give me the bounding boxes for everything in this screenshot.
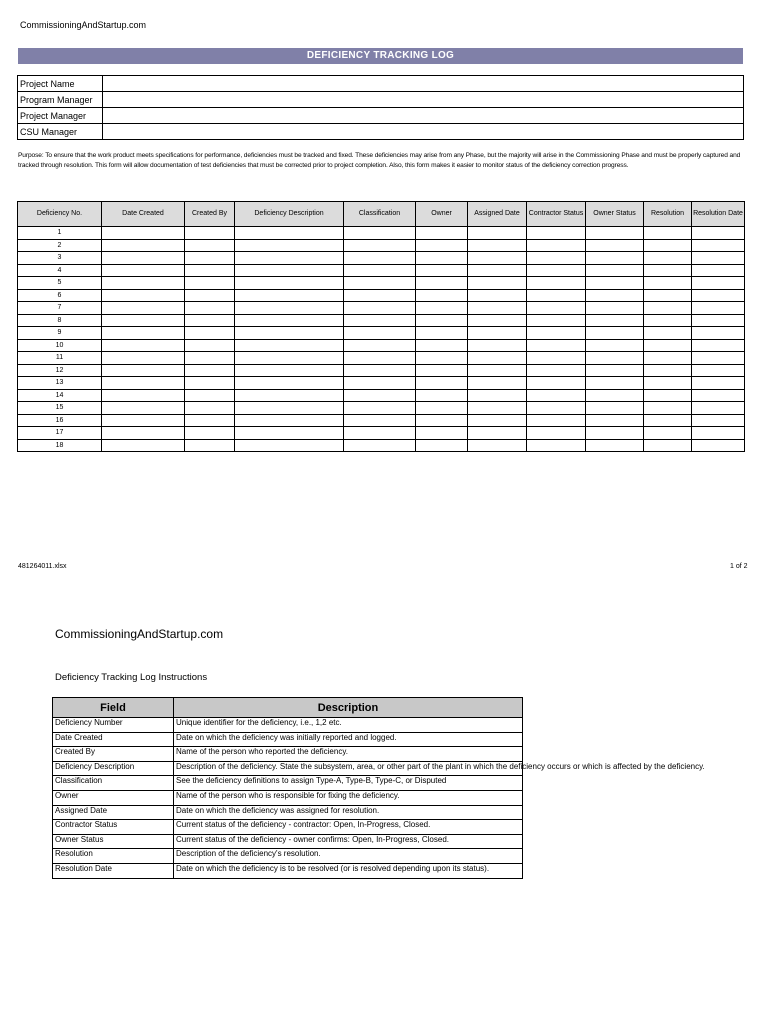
log-cell[interactable] [416,289,468,302]
instruction-field: Classification [53,776,174,791]
instructions-row [53,776,523,791]
log-cell[interactable] [586,264,644,277]
log-cell[interactable] [692,439,745,452]
log-cell[interactable] [586,352,644,365]
log-row [18,277,745,290]
info-value-cell[interactable] [103,92,744,108]
log-cell[interactable] [644,239,692,252]
instructions-header-row [53,698,523,718]
log-cell[interactable] [185,339,235,352]
log-column-header: Owner Status [586,202,644,227]
instruction-description: Name of the person who is responsible for fixing the deficiency. [174,790,523,805]
site-name: CommissioningAndStartup.com [20,20,147,30]
info-label: CSU Manager [18,124,103,140]
log-cell[interactable] [235,339,344,352]
log-cell[interactable] [468,289,527,302]
deficiency-number: 15 [18,402,102,415]
log-cell[interactable] [235,314,344,327]
log-cell[interactable] [468,364,527,377]
log-row [18,339,745,352]
log-cell[interactable] [527,364,586,377]
log-cell[interactable] [644,227,692,240]
deficiency-number: 3 [18,252,102,265]
log-cell[interactable] [644,439,692,452]
deficiency-number: 1 [18,227,102,240]
log-cell[interactable] [185,402,235,415]
instruction-description: Description of the deficiency's resolution. [174,849,523,864]
log-cell[interactable] [644,352,692,365]
log-cell[interactable] [586,227,644,240]
log-cell[interactable] [185,389,235,402]
log-cell[interactable] [527,389,586,402]
log-cell[interactable] [692,364,745,377]
instructions-row [53,820,523,835]
deficiency-number: 8 [18,314,102,327]
instruction-field: Deficiency Number [53,718,174,733]
log-cell[interactable] [527,339,586,352]
log-cell[interactable] [344,439,416,452]
log-cell[interactable] [344,389,416,402]
log-cell[interactable] [102,414,185,427]
instruction-description: Current status of the deficiency - owner confirms: Open, In-Progress, Closed. [174,834,523,849]
log-cell[interactable] [344,427,416,440]
log-cell[interactable] [416,402,468,415]
log-cell[interactable] [468,302,527,315]
instructions-row [53,761,523,776]
deficiency-number: 18 [18,439,102,452]
log-cell[interactable] [468,414,527,427]
log-cell[interactable] [185,264,235,277]
log-cell[interactable] [235,252,344,265]
page-title: DEFICIENCY TRACKING LOG [18,48,743,64]
log-cell[interactable] [102,402,185,415]
log-row [18,327,745,340]
info-row [18,108,744,124]
log-cell[interactable] [692,327,745,340]
log-cell[interactable] [185,414,235,427]
log-row [18,402,745,415]
log-cell[interactable] [468,327,527,340]
log-cell[interactable] [102,352,185,365]
log-cell[interactable] [692,427,745,440]
info-value-cell[interactable] [103,108,744,124]
log-cell[interactable] [235,352,344,365]
log-cell[interactable] [344,414,416,427]
instruction-field: Contractor Status [53,820,174,835]
instructions-row [53,732,523,747]
log-cell[interactable] [416,252,468,265]
instruction-description: Date on which the deficiency was assigned for resolution. [174,805,523,820]
info-row [18,92,744,108]
info-label: Program Manager [18,92,103,108]
log-cell[interactable] [692,352,745,365]
log-cell[interactable] [235,227,344,240]
log-row [18,239,745,252]
log-cell[interactable] [644,402,692,415]
log-column-header: Deficiency Description [235,202,344,227]
log-cell[interactable] [644,314,692,327]
log-row [18,264,745,277]
description-header: Description [174,698,523,718]
log-column-header: Date Created [102,202,185,227]
info-row [18,76,744,92]
log-cell[interactable] [527,414,586,427]
log-column-header: Classification [344,202,416,227]
log-cell[interactable] [527,227,586,240]
log-cell[interactable] [468,389,527,402]
instruction-description: Unique identifier for the deficiency, i.e., 1,2 etc. [174,718,523,733]
deficiency-number: 10 [18,339,102,352]
log-cell[interactable] [586,302,644,315]
instructions-table [52,697,705,879]
log-row [18,427,745,440]
log-cell[interactable] [416,264,468,277]
deficiency-number: 9 [18,327,102,340]
instructions-title: Deficiency Tracking Log Instructions [55,672,208,683]
log-cell[interactable] [416,277,468,290]
log-cell[interactable] [416,377,468,390]
log-cell[interactable] [344,227,416,240]
log-cell[interactable] [527,252,586,265]
log-row [18,289,745,302]
log-cell[interactable] [235,264,344,277]
log-row [18,252,745,265]
log-row [18,227,745,240]
log-cell[interactable] [527,439,586,452]
instructions-row [53,790,523,805]
log-cell[interactable] [344,264,416,277]
log-cell[interactable] [185,377,235,390]
footer-page-number: 1 of 2 [730,563,748,570]
log-cell[interactable] [416,239,468,252]
log-cell[interactable] [692,264,745,277]
log-cell[interactable] [468,277,527,290]
log-cell[interactable] [586,252,644,265]
log-cell[interactable] [235,389,344,402]
log-row [18,352,745,365]
log-cell[interactable] [416,389,468,402]
log-cell[interactable] [416,314,468,327]
log-cell[interactable] [344,339,416,352]
log-cell[interactable] [692,339,745,352]
log-header-row [18,202,745,227]
log-cell[interactable] [644,389,692,402]
log-cell[interactable] [102,227,185,240]
log-cell[interactable] [102,277,185,290]
purpose-text: Purpose: To ensure that the work product meets specifications for performance, deficiencies must be tracked and fixed. These deficiencies may arise from any Phase, but the majority will arise in the Commissioning Phase and must be properly captured and tracked through resolution. This form will allow documentation of test deficiencies that must be corrected prior to project completion. Also, this form makes it easier to monitor status of the deficiency correction progress. [18,152,741,169]
info-label: Project Manager [18,108,103,124]
log-cell[interactable] [644,414,692,427]
log-cell[interactable] [344,289,416,302]
project-info-table [17,75,744,140]
log-cell[interactable] [416,327,468,340]
deficiency-number: 12 [18,364,102,377]
log-cell[interactable] [185,364,235,377]
log-cell[interactable] [468,252,527,265]
instruction-description: Description of the deficiency. State the subsystem, area, or other part of the plant in which the deficiency occurs or which is affected by the deficiency. [174,761,523,776]
deficiency-number: 13 [18,377,102,390]
log-cell[interactable] [692,314,745,327]
instruction-description: See the deficiency definitions to assign Type-A, Type-B, Type-C, or Disputed [174,776,523,791]
instruction-description: Date on which the deficiency was initially reported and logged. [174,732,523,747]
log-cell[interactable] [416,352,468,365]
log-cell[interactable] [586,427,644,440]
log-cell[interactable] [185,239,235,252]
log-column-header: Contractor Status [527,202,586,227]
deficiency-number: 17 [18,427,102,440]
field-header: Field [53,698,174,718]
log-cell[interactable] [416,302,468,315]
log-cell[interactable] [102,289,185,302]
log-column-header: Owner [416,202,468,227]
deficiency-number: 14 [18,389,102,402]
log-cell[interactable] [527,239,586,252]
log-cell[interactable] [644,327,692,340]
log-cell[interactable] [102,339,185,352]
info-row [18,124,744,140]
info-label: Project Name [18,76,103,92]
log-cell[interactable] [586,389,644,402]
log-cell[interactable] [586,414,644,427]
log-cell[interactable] [102,252,185,265]
log-cell[interactable] [644,289,692,302]
instruction-field: Assigned Date [53,805,174,820]
log-cell[interactable] [235,277,344,290]
instruction-field: Resolution Date [53,863,174,878]
deficiency-number: 11 [18,352,102,365]
log-cell[interactable] [468,227,527,240]
log-column-header: Created By [185,202,235,227]
log-cell[interactable] [235,364,344,377]
instructions-row [53,718,523,733]
log-cell[interactable] [468,264,527,277]
log-cell[interactable] [527,314,586,327]
log-cell[interactable] [527,302,586,315]
log-row [18,377,745,390]
deficiency-number: 6 [18,289,102,302]
deficiency-log-table [17,201,745,452]
log-cell[interactable] [235,327,344,340]
footer-filename: 481264011.xlsx [18,563,67,570]
log-cell[interactable] [468,427,527,440]
instruction-field: Owner Status [53,834,174,849]
log-cell[interactable] [344,277,416,290]
log-cell[interactable] [185,302,235,315]
log-cell[interactable] [586,364,644,377]
instruction-field: Owner [53,790,174,805]
deficiency-number: 7 [18,302,102,315]
log-cell[interactable] [692,402,745,415]
log-cell[interactable] [235,427,344,440]
log-cell[interactable] [185,352,235,365]
log-cell[interactable] [468,402,527,415]
log-cell[interactable] [344,377,416,390]
log-cell[interactable] [235,302,344,315]
log-cell[interactable] [644,364,692,377]
log-cell[interactable] [468,352,527,365]
log-cell[interactable] [102,364,185,377]
log-cell[interactable] [344,302,416,315]
log-cell[interactable] [586,314,644,327]
log-cell[interactable] [692,252,745,265]
log-cell[interactable] [527,377,586,390]
info-value-cell[interactable] [103,124,744,140]
log-cell[interactable] [692,377,745,390]
log-cell[interactable] [235,239,344,252]
log-cell[interactable] [235,414,344,427]
log-cell[interactable] [468,439,527,452]
deficiency-number: 4 [18,264,102,277]
log-cell[interactable] [692,414,745,427]
log-cell[interactable] [527,289,586,302]
log-cell[interactable] [102,239,185,252]
log-column-header: Assigned Date [468,202,527,227]
log-cell[interactable] [586,439,644,452]
log-row [18,439,745,452]
log-cell[interactable] [185,252,235,265]
log-cell[interactable] [344,327,416,340]
log-cell[interactable] [586,277,644,290]
log-cell[interactable] [644,302,692,315]
log-cell[interactable] [468,377,527,390]
deficiency-number: 5 [18,277,102,290]
log-cell[interactable] [416,339,468,352]
instruction-field: Date Created [53,732,174,747]
log-cell[interactable] [692,277,745,290]
instructions-row [53,834,523,849]
log-row [18,414,745,427]
log-cell[interactable] [344,352,416,365]
log-cell[interactable] [586,327,644,340]
log-cell[interactable] [416,427,468,440]
instruction-description: Date on which the deficiency is to be resolved (or is resolved depending upon its status). [174,863,523,878]
log-cell[interactable] [644,277,692,290]
log-cell[interactable] [235,439,344,452]
log-cell[interactable] [235,289,344,302]
log-cell[interactable] [416,227,468,240]
log-column-header: Resolution Date [692,202,745,227]
instruction-description: Current status of the deficiency - contractor: Open, In-Progress, Closed. [174,820,523,835]
log-cell[interactable] [185,439,235,452]
instructions-row [53,849,523,864]
log-row [18,314,745,327]
log-cell[interactable] [102,327,185,340]
log-cell[interactable] [416,414,468,427]
instruction-description: Name of the person who reported the deficiency. [174,747,523,762]
log-cell[interactable] [235,402,344,415]
log-cell[interactable] [692,289,745,302]
log-cell[interactable] [692,302,745,315]
instruction-field: Resolution [53,849,174,864]
log-cell[interactable] [468,239,527,252]
log-cell[interactable] [527,427,586,440]
log-cell[interactable] [527,277,586,290]
log-cell[interactable] [235,377,344,390]
log-cell[interactable] [185,289,235,302]
log-cell[interactable] [102,439,185,452]
log-cell[interactable] [102,302,185,315]
log-cell[interactable] [102,377,185,390]
log-cell[interactable] [344,252,416,265]
log-cell[interactable] [644,264,692,277]
log-cell[interactable] [692,227,745,240]
log-cell[interactable] [692,389,745,402]
log-cell[interactable] [586,239,644,252]
instructions-row [53,863,523,878]
log-cell[interactable] [586,402,644,415]
log-cell[interactable] [644,427,692,440]
log-cell[interactable] [185,327,235,340]
log-cell[interactable] [468,339,527,352]
log-cell[interactable] [102,314,185,327]
log-row [18,389,745,402]
log-cell[interactable] [185,277,235,290]
log-cell[interactable] [416,364,468,377]
log-cell[interactable] [644,252,692,265]
log-cell[interactable] [527,264,586,277]
log-cell[interactable] [586,377,644,390]
log-cell[interactable] [344,239,416,252]
log-cell[interactable] [185,427,235,440]
log-row [18,302,745,315]
log-column-header: Deficiency No. [18,202,102,227]
info-value-cell[interactable] [103,76,744,92]
log-cell[interactable] [344,364,416,377]
log-cell[interactable] [344,402,416,415]
log-cell[interactable] [344,314,416,327]
log-cell[interactable] [527,352,586,365]
log-cell[interactable] [416,439,468,452]
log-cell[interactable] [644,377,692,390]
instructions-row [53,805,523,820]
log-cell[interactable] [102,264,185,277]
log-column-header: Resolution [644,202,692,227]
instructions-row [53,747,523,762]
log-cell[interactable] [468,314,527,327]
deficiency-number: 16 [18,414,102,427]
log-row [18,364,745,377]
log-cell[interactable] [692,239,745,252]
instruction-field: Deficiency Description [53,761,174,776]
instruction-field: Created By [53,747,174,762]
log-cell[interactable] [185,314,235,327]
log-cell[interactable] [527,402,586,415]
deficiency-number: 2 [18,239,102,252]
log-cell[interactable] [527,327,586,340]
log-cell[interactable] [102,389,185,402]
log-cell[interactable] [586,339,644,352]
log-cell[interactable] [644,339,692,352]
instructions-site-name: CommissioningAndStartup.com [55,627,224,641]
log-cell[interactable] [586,289,644,302]
log-cell[interactable] [102,427,185,440]
log-cell[interactable] [185,227,235,240]
